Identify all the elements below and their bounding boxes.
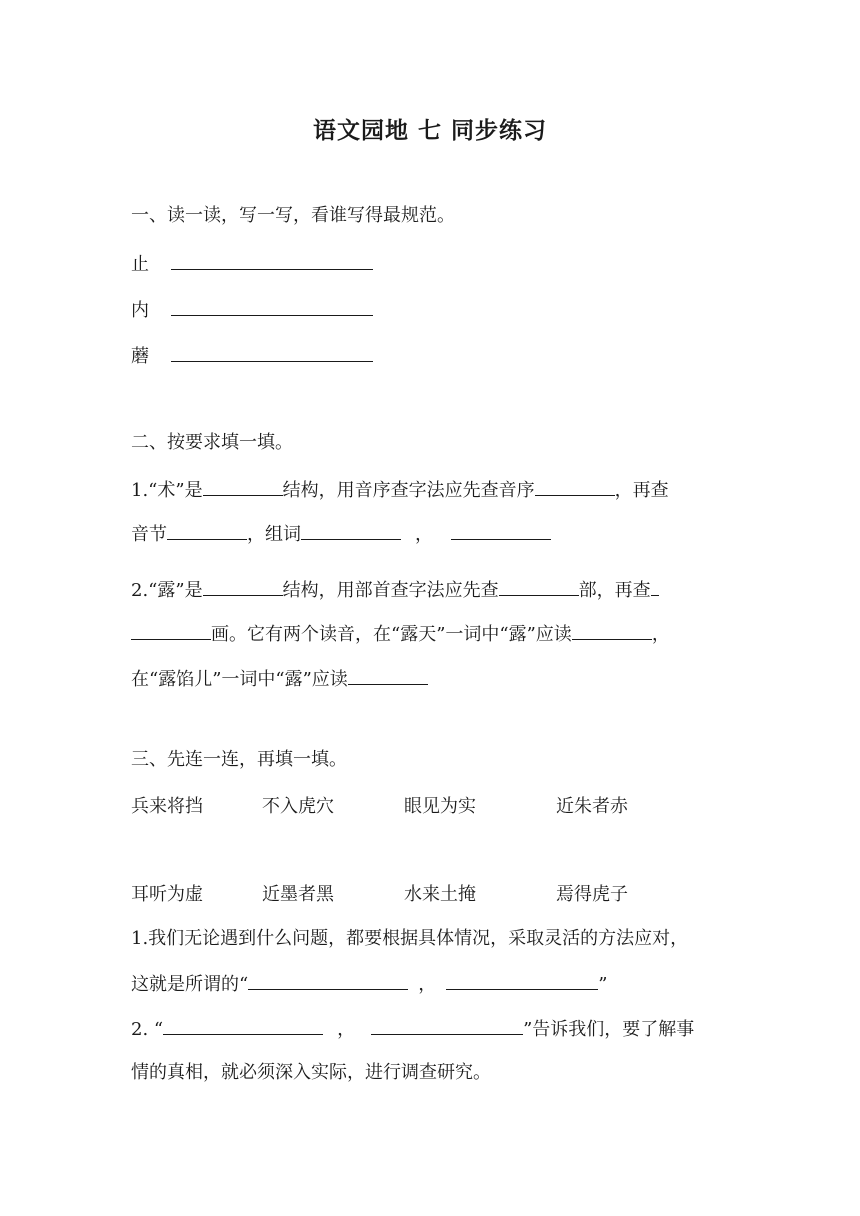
char-row-3 <box>131 342 373 368</box>
fill-blank[interactable] <box>163 1016 323 1035</box>
fill-blank[interactable] <box>248 971 408 990</box>
text-span: 2. “ <box>131 1019 164 1040</box>
page-title: 语文园地 七 同步练习 <box>312 118 547 144</box>
text-span: ， <box>337 1019 356 1040</box>
fill-blank[interactable] <box>446 971 598 990</box>
fill-blank[interactable] <box>301 521 401 540</box>
char-row-1 <box>131 250 373 276</box>
fill-blank[interactable] <box>451 521 551 540</box>
text-span: 画。它有两个读音，在“露天”一词中“露”应读 <box>211 624 572 645</box>
writing-blank[interactable] <box>171 343 373 362</box>
fill-blank[interactable] <box>572 621 652 640</box>
idiom-item[interactable]: 近墨者黑 <box>262 884 334 905</box>
text-span: ” <box>598 974 608 995</box>
writing-blank[interactable] <box>171 297 373 316</box>
text-span: ， <box>418 974 437 995</box>
fill-blank[interactable] <box>651 577 659 596</box>
text-span: 部，再查 <box>578 580 651 601</box>
fill-blank[interactable] <box>499 577 579 596</box>
fill-blank[interactable] <box>348 666 428 685</box>
idiom-item[interactable]: 耳听为虚 <box>131 884 203 905</box>
s2-q1-line2 <box>131 521 551 547</box>
text-span: 1.“术”是 <box>131 480 203 501</box>
section2-heading: 二、按要求填一填。 <box>131 432 293 453</box>
text-span: ，组词 <box>247 524 301 545</box>
s3-q1-line1: 1.我们无论遇到什么问题，都要根据具体情况，采取灵活的方法应对， <box>131 928 689 949</box>
idiom-item[interactable]: 近朱者赤 <box>556 796 628 817</box>
fill-blank[interactable] <box>371 1016 523 1035</box>
text-span: 音节 <box>131 524 167 545</box>
fill-blank[interactable] <box>535 477 615 496</box>
char-label: 蘑 <box>131 346 149 367</box>
idiom-item[interactable]: 眼见为实 <box>404 796 476 817</box>
char-label: 止 <box>131 254 149 275</box>
text-span: 这就是所谓的“ <box>131 974 249 995</box>
s3-q1-line2 <box>131 971 607 997</box>
text-span: 结构，用部首查字法应先查 <box>282 580 499 601</box>
fill-blank[interactable] <box>167 521 247 540</box>
section1-heading: 一、读一读，写一写，看谁写得最规范。 <box>131 205 455 226</box>
writing-blank[interactable] <box>171 251 373 270</box>
text-span: ”告诉我们，要了解事 <box>523 1019 695 1040</box>
s2-q1-line1 <box>131 477 669 503</box>
char-label: 内 <box>131 300 149 321</box>
s2-q2-line1 <box>131 577 659 603</box>
s2-q2-line2 <box>131 621 670 647</box>
idiom-item[interactable]: 焉得虎子 <box>556 884 628 905</box>
s3-q2-line1 <box>131 1016 694 1042</box>
char-row-2 <box>131 296 373 322</box>
idiom-item[interactable]: 兵来将挡 <box>131 796 203 817</box>
text-span: ， <box>651 624 670 645</box>
idiom-item[interactable]: 不入虎穴 <box>262 796 334 817</box>
s2-q2-line3 <box>131 666 428 692</box>
s3-q2-line2: 情的真相，就必须深入实际，进行调查研究。 <box>131 1062 491 1083</box>
fill-blank[interactable] <box>203 477 283 496</box>
text-span: ， <box>415 524 433 545</box>
text-span: 结构，用音序查字法应先查音序 <box>282 480 535 501</box>
text-span: 在“露馅儿”一词中“露”应读 <box>131 669 348 690</box>
fill-blank[interactable] <box>131 621 211 640</box>
section3-heading: 三、先连一连，再填一填。 <box>131 749 347 770</box>
idiom-item[interactable]: 水来土掩 <box>404 884 476 905</box>
text-span: ，再查 <box>614 480 669 501</box>
fill-blank[interactable] <box>203 577 283 596</box>
text-span: 2.“露”是 <box>131 580 203 601</box>
